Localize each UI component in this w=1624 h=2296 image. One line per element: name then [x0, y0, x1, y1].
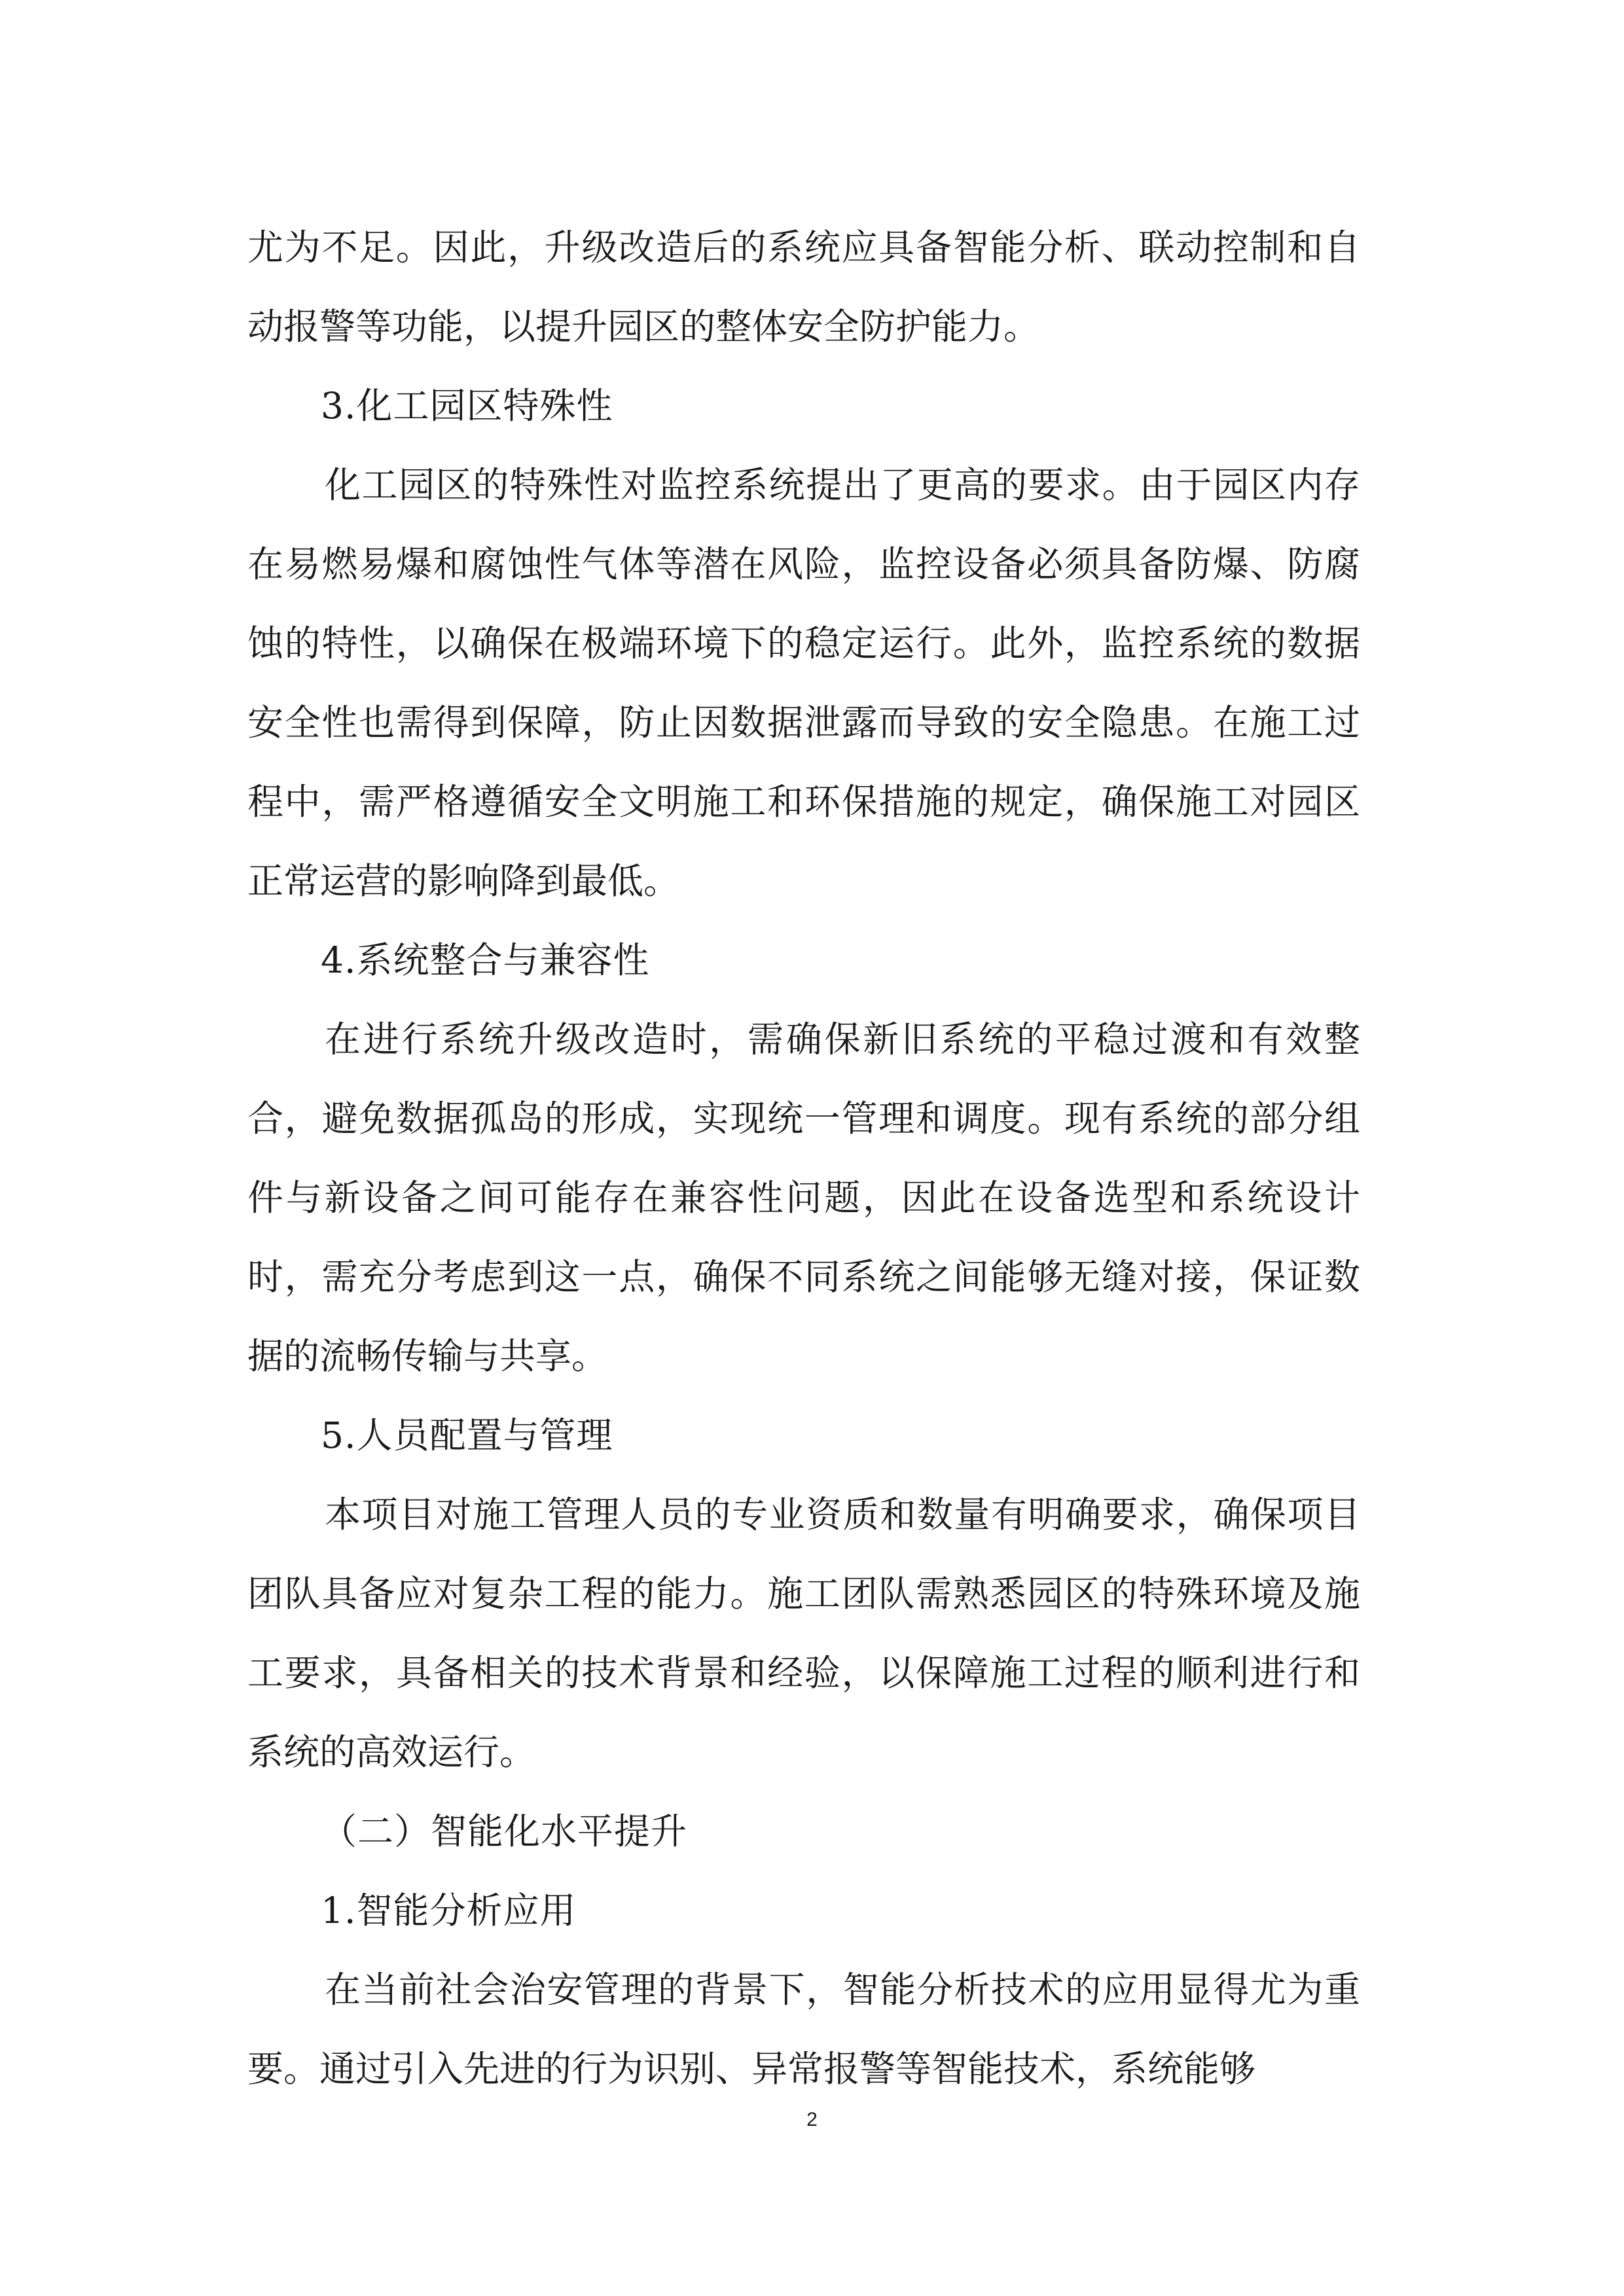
chapter-heading-2: （二）智能化水平提升 — [321, 1810, 688, 1852]
section-heading-5: 5.人员配置与管理 — [321, 1414, 613, 1456]
paragraph-system-integration: 在进行系统升级改造时，需确保新旧系统的平稳过渡和有效整合，避免数据孤岛的形成，实现统一管理和调度。现有系统的部分组件与新设备之间可能存在兼容性问题，因此在设备选型和系统设计时，需充分考虑到这一点，确保不同系统之间能够无缝对接，保证数据的流畅传输与共享。 — [247, 1018, 1360, 1377]
document-page — [247, 208, 1360, 2109]
section-heading-4: 4.系统整合与兼容性 — [321, 939, 650, 981]
paragraph-chemical-park: 化工园区的特殊性对监控系统提出了更高的要求。由于园区内存在易燃易爆和腐蚀性气体等潜在风险，监控设备必须具备防爆、防腐蚀的特性，以确保在极端环境下的稳定运行。此外，监控系统的数据安全性也需得到保障，防止因数据泄露而导致的安全隐患。在施工过程中，需严格遵循安全文明施工和环保措施的规定，确保施工对园区正常运营的影响降到最低。 — [247, 464, 1360, 902]
paragraph-continuation: 尤为不足。因此，升级改造后的系统应具备智能分析、联动控制和自动报警等功能，以提升园区的整体安全防护能力。 — [247, 226, 1360, 348]
paragraph-staffing: 本项目对施工管理人员的专业资质和数量有明确要求，确保项目团队具备应对复杂工程的能力。施工团队需熟悉园区的特殊环境及施工要求，具备相关的技术背景和经验，以保障施工过程的顺利进行和系统的高效运行。 — [247, 1494, 1360, 1773]
section-heading-1: 1.智能分析应用 — [321, 1890, 577, 1931]
page-number: 2 — [806, 2109, 818, 2130]
paragraph-smart-analysis: 在当前社会治安管理的背景下，智能分析技术的应用显得尤为重要。通过引入先进的行为识别、异常报警等智能技术，系统能够 — [247, 1969, 1360, 2090]
section-heading-3: 3.化工园区特殊性 — [321, 385, 613, 427]
